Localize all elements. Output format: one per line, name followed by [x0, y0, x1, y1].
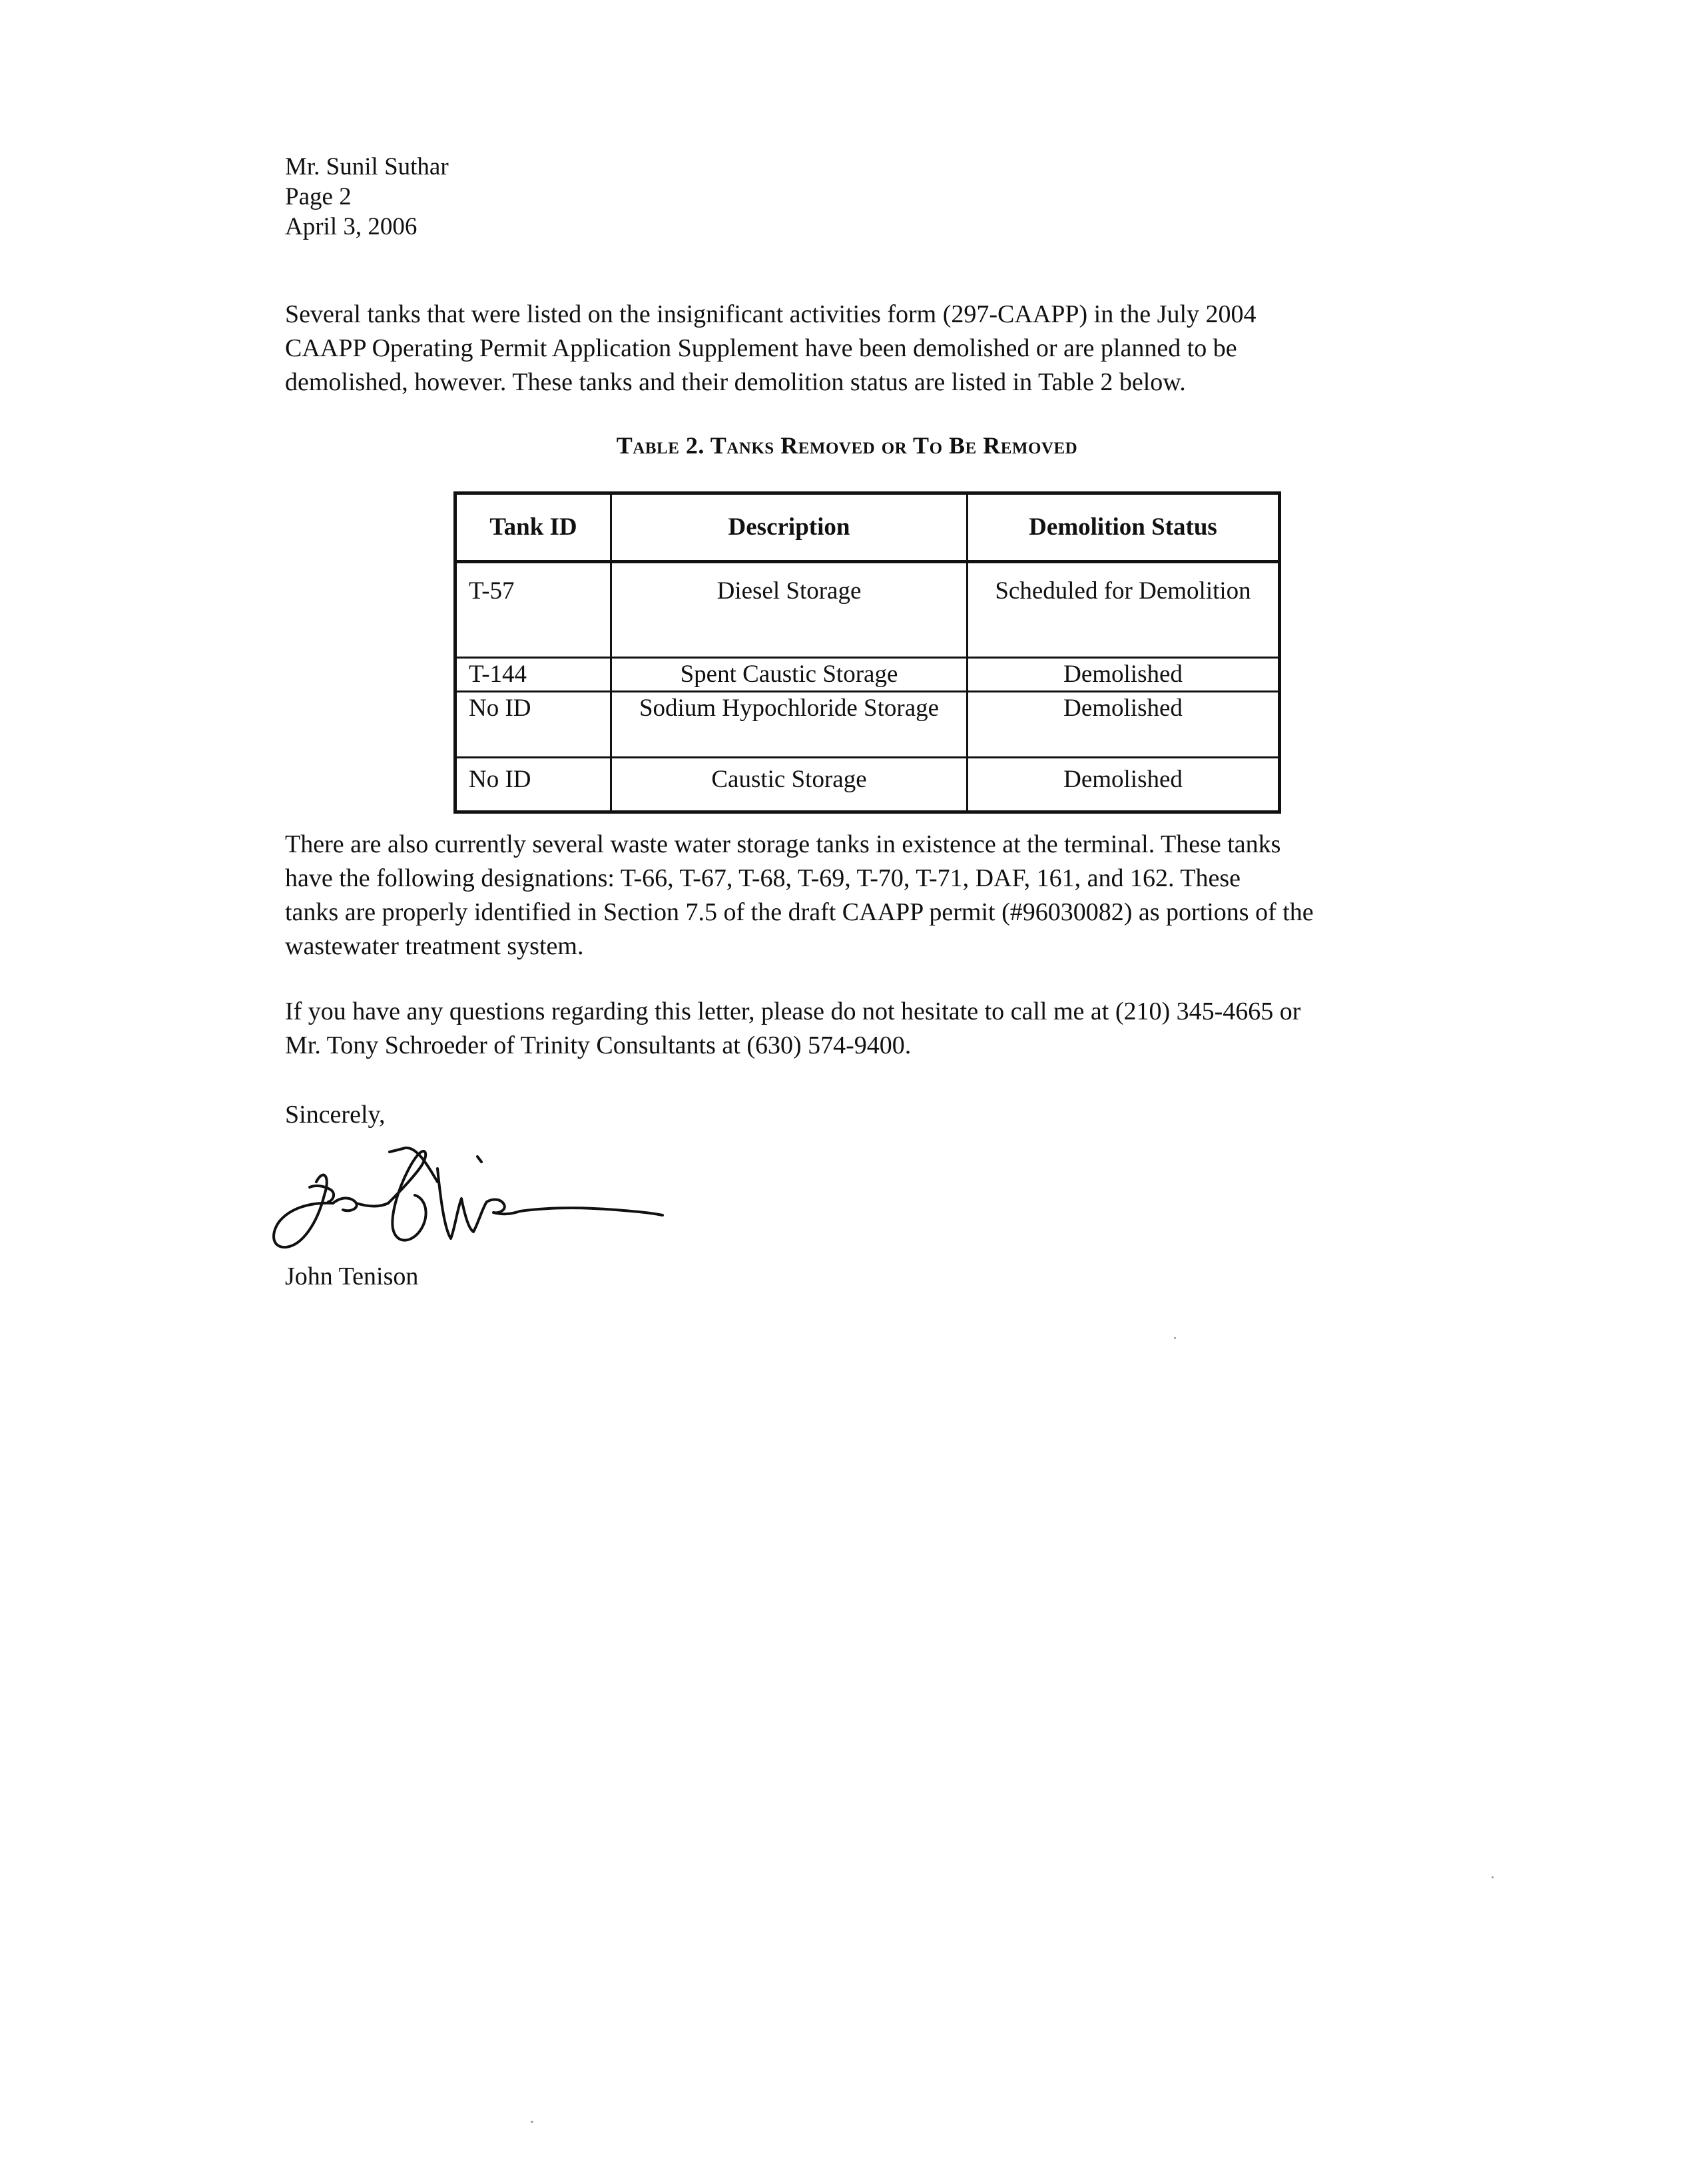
- cell-description: Diesel Storage: [611, 562, 968, 658]
- paragraph-line: Several tanks that were listed on the insignificant activities form (297-CAAPP) in the July 2004: [285, 300, 1257, 328]
- paragraph-line: Mr. Tony Schroeder of Trinity Consultants at (630) 574-9400.: [285, 1031, 912, 1059]
- paragraph-line: If you have any questions regarding this letter, please do not hesitate to call me at (210) 345-4665 or: [285, 997, 1301, 1025]
- cell-status: Demolished: [968, 758, 1280, 812]
- column-header-description: Description: [611, 493, 968, 562]
- scan-speck: [1174, 1337, 1176, 1339]
- column-header-demolition-status: Demolition Status: [968, 493, 1280, 562]
- handwritten-signature: [270, 1129, 696, 1255]
- paragraph-line: There are also currently several waste water storage tanks in existence at the terminal. These tanks: [285, 830, 1281, 858]
- cell-tank-id: T-144: [455, 658, 611, 692]
- letter-date: April 3, 2006: [285, 213, 418, 240]
- cell-status: Demolished: [968, 658, 1280, 692]
- table-row: [455, 758, 1280, 812]
- signer-name: John Tenison: [285, 1262, 419, 1290]
- cell-tank-id: T-57: [455, 562, 611, 658]
- paragraph-line: demolished, however. These tanks and their demolition status are listed in Table 2 below.: [285, 368, 1186, 396]
- scan-speck: [531, 2121, 533, 2123]
- cell-tank-id: No ID: [455, 692, 611, 758]
- paragraph-line: tanks are properly identified in Section 7.5 of the draft CAAPP permit (#96030082) as portions of the: [285, 898, 1314, 926]
- scan-speck: [1492, 1876, 1494, 1878]
- page-number: Page 2: [285, 183, 352, 210]
- paragraph-line: CAAPP Operating Permit Application Supplement have been demolished or are planned to be: [285, 334, 1237, 362]
- letter-header: [285, 152, 449, 242]
- recipient-name: Mr. Sunil Suthar: [285, 153, 449, 180]
- cell-status: Scheduled for Demolition: [968, 562, 1280, 658]
- closing-salutation: Sincerely,: [285, 1101, 386, 1129]
- table-title: Table 2. Tanks Removed or To Be Removed: [616, 432, 1078, 459]
- table-row: [455, 562, 1280, 658]
- column-header-tank-id: Tank ID: [455, 493, 611, 562]
- contact-paragraph: [285, 995, 1457, 1063]
- paragraph-line: wastewater treatment system.: [285, 932, 584, 960]
- table-row: [455, 692, 1280, 758]
- table-header-row: [455, 493, 1280, 562]
- cell-description: Caustic Storage: [611, 758, 968, 812]
- intro-paragraph: [285, 298, 1457, 400]
- paragraph-line: have the following designations: T-66, T-67, T-68, T-69, T-70, T-71, DAF, 161, and 162. These: [285, 864, 1241, 892]
- tanks-table: [453, 491, 1281, 814]
- cell-description: Spent Caustic Storage: [611, 658, 968, 692]
- cell-description: Sodium Hypochloride Storage: [611, 692, 968, 758]
- table-row: [455, 658, 1280, 692]
- cell-tank-id: No ID: [455, 758, 611, 812]
- cell-status: Demolished: [968, 692, 1280, 758]
- wastewater-paragraph: [285, 828, 1457, 963]
